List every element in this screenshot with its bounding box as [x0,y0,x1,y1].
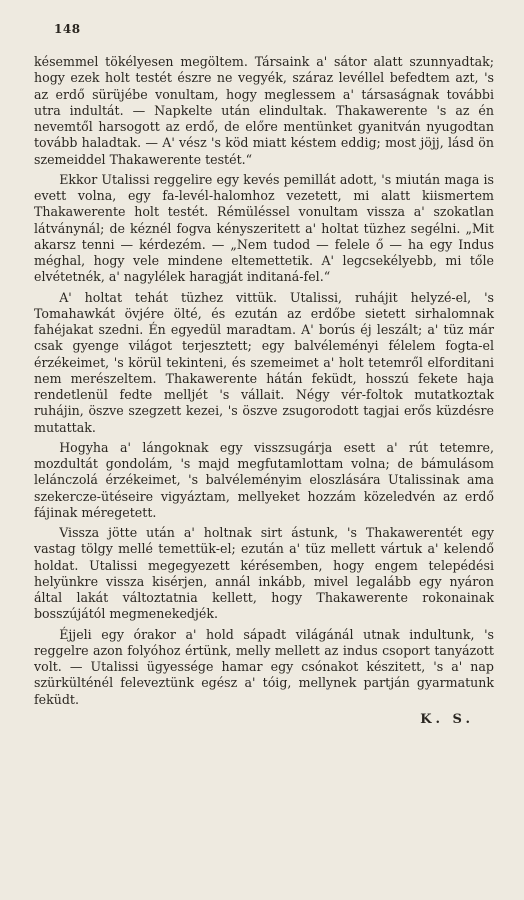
page-number: 148 [54,22,81,36]
paragraph: Ekkor Utalissi reggelire egy kevés pemillát adott, 's miután maga is evett volna, egy fa-levél-halomhoz vezetett, mi alatt kiismertem Thakawerente holt testét. Rémüléssel vonultam vissza a' szokatlan látványnál; de kéznél fogva kényszeritett a' holtat tüzhez segélni. „Mit akarsz tenni — kérdezém. — „Nem tudod — felele ő — ha egy Indus méghal, hogy vele mindene eltemettetik. A' legcsekélyebb, mi tőle elvétetnék, a' nagylélek haragját inditaná-fel.“ [34,171,494,285]
author-signature: K. S. [420,711,474,727]
body-text [34,54,494,708]
paragraph: A' holtat tehát tüzhez vittük. Utalissi, ruhájit helyzé-el, 's Tomahawkát övjére ölté, és ezután az erdőbe sietett sirhalomnak fahéjakat szedni. Én egyedül maradtam. A' borús éj leszált; a' tüz már csak gyenge világot terjesztett; egy balvéleményi félelem fogta-el érzékeimet, 's körül tekinteni, és szemeimet a' holt tetemről elforditani nem merészeltem. Thakawerente hátán feküdt, hosszú fekete haja rendetlenül fedte melljét 's vállait. Négy vér-foltok mutatkoztak ruhájin, öszve szegzett kezei, 's öszve zsugorodott tagjai erős küzdésre mutattak. [34,289,494,435]
paragraph: Vissza jötte után a' holtnak sirt ástunk, 's Thakawerentét egy vastag tölgy mellé temettük-el; ezután a' tüz mellett vártuk a' kelendő holdat. Utalissi megegyezett kérésemben, hogy engem telepédési helyünkre vissza kisérjen, annál inkább, mivel legalább egy nyáron által lakát változtatnia kellett, hogy Thakawerente rokonainak bosszújától megmenekedjék. [34,525,494,622]
paragraph: késemmel tökélyesen megöltem. Társaink a' sátor alatt szunnyadtak; hogy ezek holt testét észre ne vegyék, száraz levéllel befedtem azt, 's az erdő sürüjébe vonultam, hogy meglessem a' társaságnak további utra indultát. — Napkelte után elindultak. Thakawerente 's az én nevemtől harsogott az erdő, de előre mentünket gyanitván nyugodtan tovább haladtak. — A' vész 's köd miatt késtem eddig; most jöjj, lásd ön szemeiddel Thakawerente testét.“ [34,54,494,167]
paragraph: Éjjeli egy órakor a' hold sápadt világánál utnak indultunk, 's reggelre azon folyóhoz értünk, melly mellett az indus csoport tanyázott volt. — Utalissi ügyessége hamar egy csónakot készitett, 's a' nap szürkülténél feleveztünk egész a' tóig, mellynek partján gyarmatunk feküdt. [34,626,494,707]
paragraph: Hogyha a' lángoknak egy visszsugárja esett a' rút tetemre, mozdultát gondolám, 's majd megfutamlottam volna; de bámulásom lelánczolá érzékeimet, 's balvéleményim eloszlására Utalissinak ama szekercze-ütéseire vigyáztam, mellyeket hozzám közeledvén az erdő fájinak méregetett. [34,439,494,520]
